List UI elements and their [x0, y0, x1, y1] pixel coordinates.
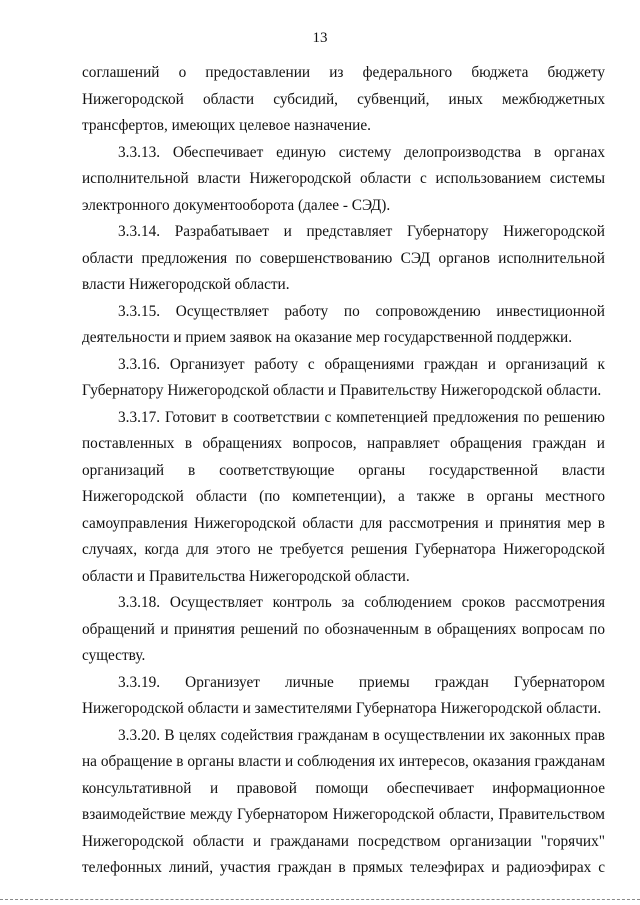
- text-line: деятельности и прием заявок на оказание мер государственной поддержки.: [82, 329, 573, 346]
- text-line: телефонных линий, участия граждан в прямых телеэфирах и радиоэфирах с: [82, 859, 605, 876]
- text-line: 3.3.20. В целях содействия гражданам в осуществлении их законных прав: [118, 726, 605, 744]
- text-line: соглашений о предоставлении из федерального бюджета бюджету: [82, 64, 605, 81]
- text-line: 3.3.16. Организует работу с обращениями граждан и организаций к: [118, 355, 605, 373]
- text-line: исполнительной власти Нижегородской области с использованием системы: [82, 170, 605, 187]
- text-line: 3.3.15. Осуществляет работу по сопровождению инвестиционной: [118, 302, 605, 320]
- text-line: Нижегородской области субсидий, субвенций, иных межбюджетных: [82, 90, 605, 108]
- text-line: 3.3.14. Разрабатывает и представляет Губернатору Нижегородской: [118, 223, 605, 240]
- text-line: трансфертов, имеющих целевое назначение.: [82, 117, 371, 134]
- text-line: взаимодействие между Губернатором Нижегородской области, Правительством: [82, 806, 605, 823]
- text-line: 3.3.17. Готовит в соответствии с компетенцией предложения по решению: [118, 408, 605, 426]
- text-line: случаях, когда для этого не требуется решения Губернатора Нижегородской: [82, 541, 605, 558]
- page-number: 13: [312, 30, 328, 46]
- text-line: 3.3.19. Организует личные приемы граждан Губернатором: [118, 673, 605, 691]
- text-line: власти Нижегородской области.: [82, 276, 290, 293]
- text-line: Нижегородской области (по компетенции), а также в органы местного: [82, 488, 605, 505]
- text-line: области предложения по совершенствованию СЭД органов исполнительной: [82, 249, 605, 267]
- text-line: электронного документооборота (далее - СЭД).: [82, 196, 391, 214]
- text-line: организаций в соответствующие органы государственной власти: [82, 461, 605, 479]
- text-line: консультативной и правовой помощи обеспечивает информационное: [82, 779, 605, 797]
- text-line: Нижегородской области и заместителями Губернатора Нижегородской области.: [82, 700, 602, 717]
- text-line: Нижегородской области и гражданами посредством организации "горячих": [82, 832, 605, 850]
- text-line: существу.: [82, 647, 146, 664]
- text-line: обращений и принятия решений по обозначенным в обращениях вопросам по: [82, 620, 605, 638]
- text-line: области и Правительства Нижегородской области.: [82, 567, 410, 585]
- page-bottom-border: [0, 899, 640, 900]
- text-line: поставленных в обращениях вопросов, направляет обращения граждан и: [82, 435, 605, 452]
- text-line: на обращение в органы власти и соблюдения их интересов, оказания гражданам: [82, 753, 605, 770]
- text-line: Губернатору Нижегородской области и Правительству Нижегородской области.: [82, 382, 602, 399]
- text-line: 3.3.18. Осуществляет контроль за соблюдением сроков рассмотрения: [118, 594, 605, 611]
- document-body: [82, 60, 605, 882]
- text-line: 3.3.13. Обеспечивает единую систему делопроизводства в органах: [118, 143, 605, 161]
- text-line: самоуправления Нижегородской области для рассмотрения и принятия мер в: [82, 514, 605, 532]
